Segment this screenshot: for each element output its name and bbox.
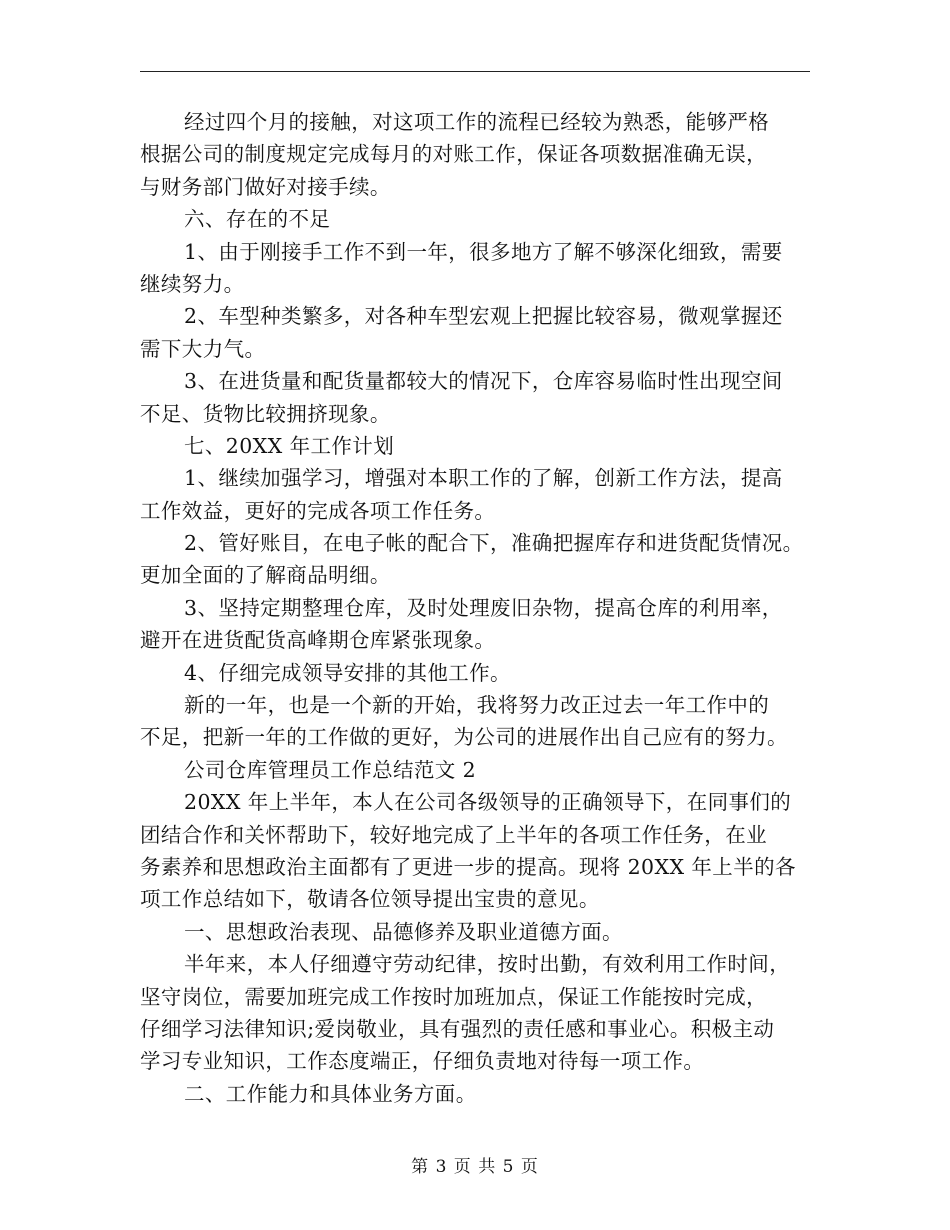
paragraph-line: 坚守岗位，需要加班完成工作按时加班加点，保证工作能按时完成，	[140, 984, 767, 1009]
paragraph-line: 2、车型种类繁多，对各种车型宏观上把握比较容易，微观掌握还	[184, 304, 783, 329]
paragraph-line: 务素养和思想政治主面都有了更进一步的提高。现将 20XX 年上半的各	[140, 854, 796, 879]
paragraph-line: 不足，把新一年的工作做的更好，为公司的进展作出自己应有的努力。	[140, 725, 788, 750]
paragraph-line: 2、管好账目，在电子帐的配合下，准确把握库存和进货配货情况。	[184, 531, 804, 556]
paragraph-line: 仔细学习法律知识;爱岗敬业，具有强烈的责任感和事业心。积极主动	[140, 1016, 775, 1041]
paragraph-line: 4、仔细完成领导安排的其他工作。	[184, 660, 511, 685]
paragraph-line: 1、继续加强学习，增强对本职工作的了解，创新工作方法，提高	[184, 466, 783, 491]
paragraph-line: 避开在进货配货高峰期仓库紧张现象。	[140, 628, 496, 653]
paragraph-line: 与财务部门做好对接手续。	[140, 174, 391, 199]
paragraph-line: 更加全面的了解商品明细。	[140, 563, 391, 588]
paragraph-line: 3、在进货量和配货量都较大的情况下，仓库容易临时性出现空间	[184, 369, 783, 394]
paragraph-line: 学习专业知识，工作态度端正，仔细负责地对待每一项工作。	[140, 1049, 705, 1074]
paragraph-line: 六、存在的不足	[184, 207, 331, 232]
paragraph-line: 项工作总结如下，敬请各位领导提出宝贵的意见。	[140, 887, 600, 912]
paragraph-line: 半年来，本人仔细遵守劳动纪律，按时出勤，有效利用工作时间，	[184, 952, 791, 977]
paragraph-line: 20XX 年上半年，本人在公司各级领导的正确领导下，在同事们的	[184, 790, 792, 815]
paragraph-line: 继续努力。	[140, 271, 245, 296]
paragraph-line: 工作效益，更好的完成各项工作任务。	[140, 498, 496, 523]
paragraph-line: 团结合作和关怀帮助下，较好地完成了上半年的各项工作任务，在业	[140, 822, 767, 847]
page-number-footer: 第 3 页 共 5 页	[411, 1157, 539, 1177]
paragraph-line: 3、坚持定期整理仓库，及时处理废旧杂物，提高仓库的利用率，	[184, 595, 783, 620]
paragraph-line: 公司仓库管理员工作总结范文 2	[184, 757, 477, 782]
paragraph-line: 新的一年，也是一个新的开始，我将努力改正过去一年工作中的	[184, 693, 770, 718]
paragraph-line: 不足、货物比较拥挤现象。	[140, 401, 391, 426]
paragraph-line: 需下大力气。	[140, 336, 266, 361]
paragraph-line: 经过四个月的接触，对这项工作的流程已经较为熟悉，能够严格	[184, 110, 770, 134]
paragraph-line: 根据公司的制度规定完成每月的对账工作，保证各项数据准确无误，	[140, 142, 767, 167]
paragraph-line: 1、由于刚接手工作不到一年，很多地方了解不够深化细致，需要	[184, 239, 783, 264]
paragraph-line: 一、思想政治表现、品德修养及职业道德方面。	[184, 919, 623, 944]
paragraph-line: 二、工作能力和具体业务方面。	[184, 1081, 477, 1106]
header-rule	[140, 71, 810, 72]
paragraph-line: 七、20XX 年工作计划	[184, 433, 395, 458]
document-body	[140, 106, 812, 1110]
